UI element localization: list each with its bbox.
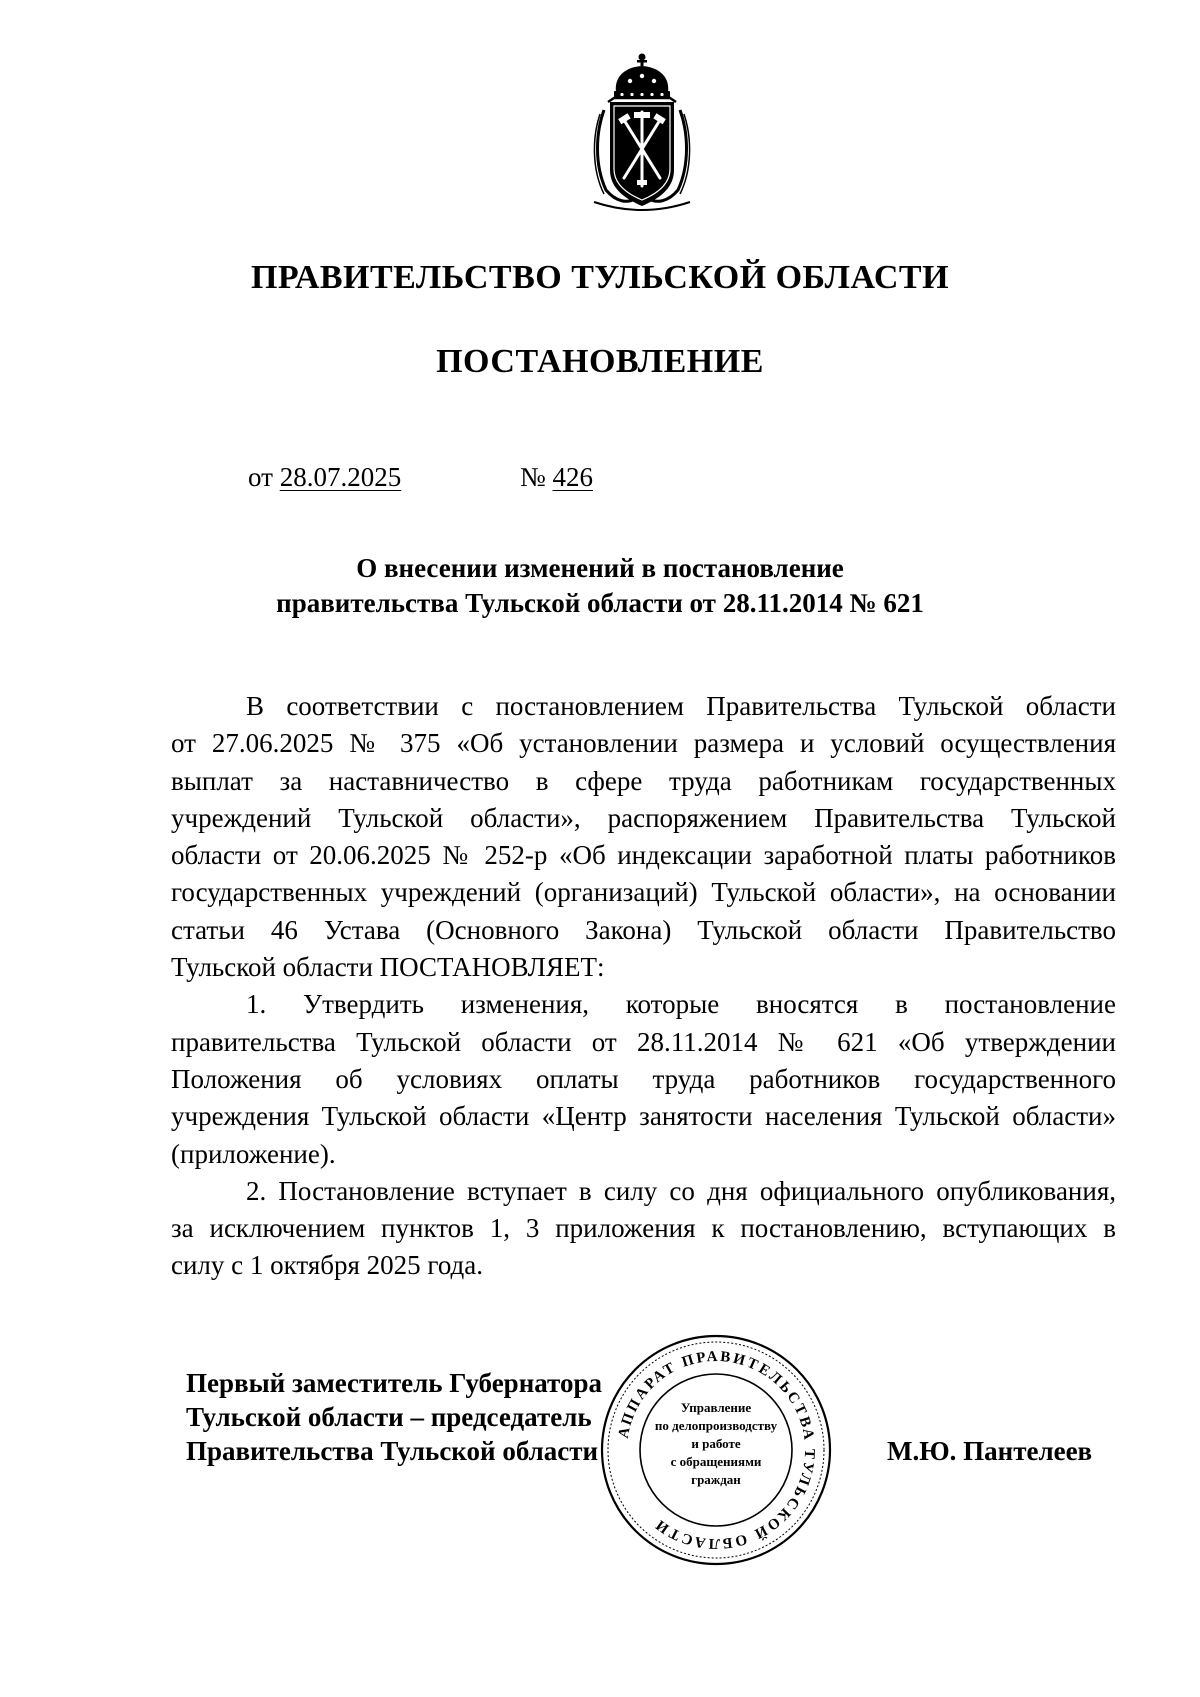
date-prefix: от [248,462,273,492]
body-line: Тульской области ПОСТАНОВЛЯЕТ: [171,952,605,983]
seal-inner-line: по делопроизводству [654,1418,778,1433]
seal-inner-line: с обращениями [670,1454,762,1469]
body-line: (приложение). [171,1138,336,1169]
document-date [248,460,401,494]
document-number [520,460,593,494]
subject-line: О внесении изменений в постановление [356,553,844,583]
seal-ring-text: АППАРАТ ПРАВИТЕЛЬСТВА ТУЛЬСКОЙ ОБЛАСТИ [615,1348,818,1552]
signer-position-line: Первый заместитель Губернатора [186,1368,602,1398]
seal-inner-line: граждан [691,1472,741,1487]
number-prefix: № [520,462,546,492]
number-value: 426 [552,462,594,492]
body-line: учреждения Тульской области «Центр занятости населения Тульской области» [171,1101,1116,1132]
signer-position [186,1366,602,1468]
organization-title: ПРАВИТЕЛЬСТВО ТУЛЬСКОЙ ОБЛАСТИ [250,259,950,296]
official-seal [596,1330,836,1570]
signer-position-line: Правительства Тульской области [186,1436,599,1466]
seal-inner-line: и работе [691,1436,741,1451]
coat-of-arms-icon [586,52,698,214]
body-line: силу с 1 октября 2025 года. [171,1250,484,1281]
signer-position-line: Тульской области – председатель [186,1402,592,1432]
body-line: за исключением пунктов 1, 3 приложения к постановлению, вступающих в [171,1213,1116,1244]
body-line: 2. Постановление вступает в силу со дня официального опубликования, [246,1175,1116,1206]
document-type: ПОСТАНОВЛЕНИЕ [436,343,764,380]
seal-inner-line: Управление [680,1400,752,1415]
body-line: учреждений Тульской области», распоряжением Правительства Тульской [171,802,1116,833]
body-line: от 27.06.2025 № 375 «Об установлении размера и условий осуществления [171,728,1116,759]
body-line: области от 20.06.2025 № 252-р «Об индексации заработной платы работников [171,840,1116,871]
signer-name: М.Ю. Пантелеев [887,1436,1093,1466]
body-line: правительства Тульской области от 28.11.2014 № 621 «Об утверждении [171,1026,1116,1057]
body-line: статьи 46 Устава (Основного Закона) Тульской области Правительство [171,914,1116,945]
subject-line: правительства Тульской области от 28.11.2014 № 621 [276,588,924,618]
body-line: Положения об условиях оплаты труда работников государственного [171,1063,1116,1094]
body-line: В соответствии с постановлением Правительства Тульской области [246,691,1116,721]
date-value: 28.07.2025 [279,462,402,492]
body-line: 1. Утвердить изменения, которые вносятся в постановление [246,989,1116,1020]
body-line: государственных учреждений (организаций) Тульской области», на основании [171,877,1116,908]
document-subject [0,551,1200,621]
body-line: выплат за наставничество в сфере труда работникам государственных [171,765,1116,796]
document-body [171,688,1116,1285]
